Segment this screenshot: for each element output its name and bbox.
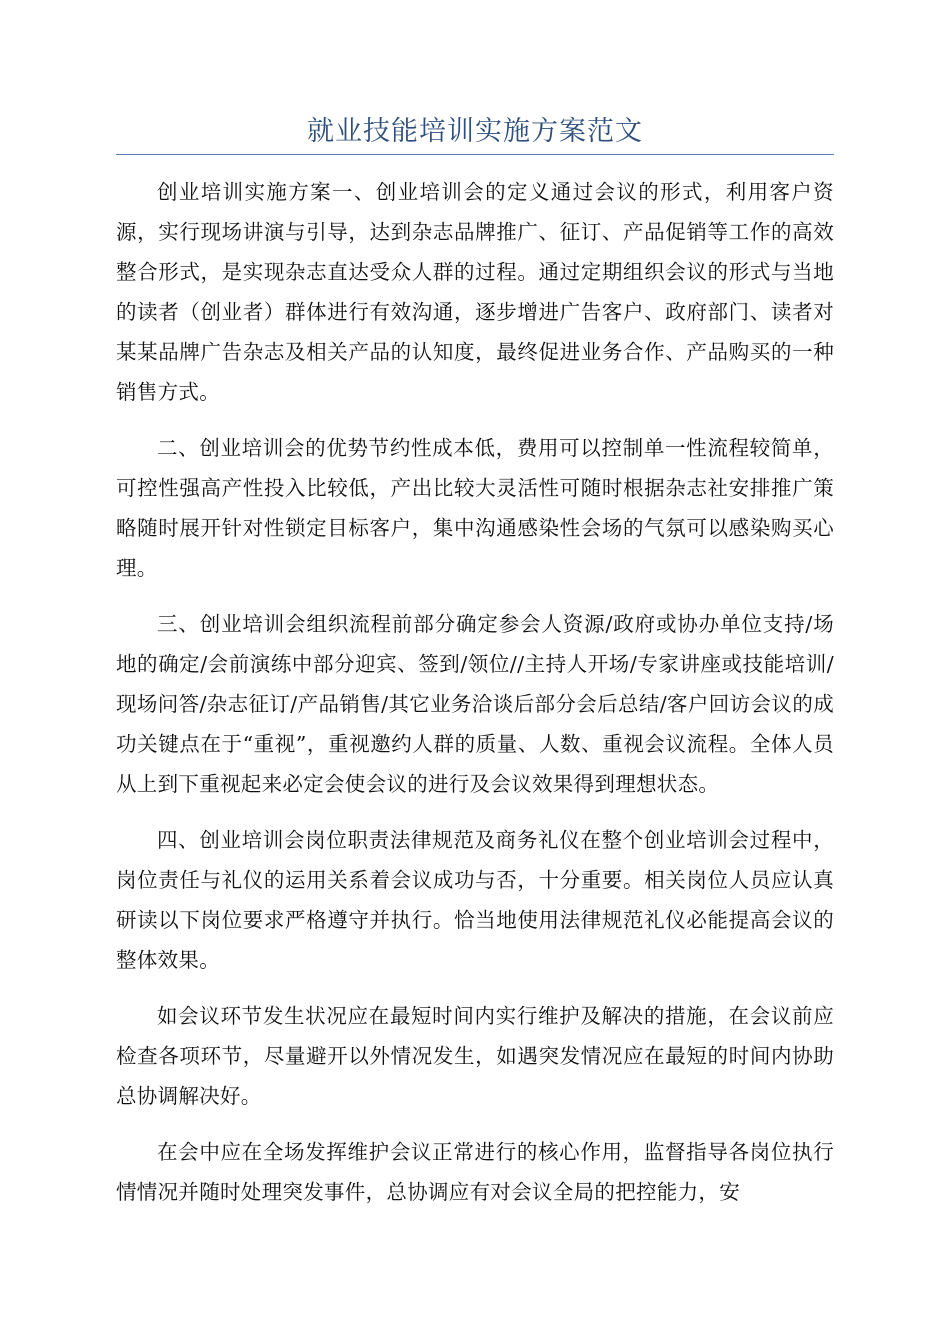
- paragraph-4: 四、创业培训会岗位职责法律规范及商务礼仪在整个创业培训会过程中，岗位责任与礼仪的运用关系着会议成功与否，十分重要。相关岗位人员应认真研读以下岗位要求严格遵守并执行。恰当地使用法律规范礼仪必能提高会议的整体效果。: [116, 828, 834, 972]
- paragraph-5: 如会议环节发生状况应在最短时间内实行维护及解决的措施，在会议前应检查各项环节，尽量避开以外情况发生，如遇突发情况应在最短的时间内协助总协调解决好。: [116, 1004, 834, 1108]
- document-title: 就业技能培训实施方案范文: [307, 116, 643, 147]
- paragraph-2: 二、创业培训会的优势节约性成本低，费用可以控制单一性流程较简单，可控性强高产性投入比较低，产出比较大灵活性可随时根据杂志社安排推广策略随时展开针对性锁定目标客户，集中沟通感染性会场的气氛可以感染购买心理。: [116, 436, 834, 580]
- document-body: [116, 172, 834, 1228]
- paragraph-6: 在会中应在全场发挥维护会议正常进行的核心作用，监督指导各岗位执行情情况并随时处理突发事件，总协调应有对会议全局的把控能力，安: [116, 1140, 834, 1204]
- paragraph-3: 三、创业培训会组织流程前部分确定参会人资源/政府或协办单位支持/场地的确定/会前演练中部分迎宾、签到/领位//主持人开场/专家讲座或技能培训/现场问答/杂志征订/产品销售/其它业务洽谈后部分会后总结/客户回访会议的成功关键点在于“重视”，重视邀约人群的质量、人数、重视会议流程。全体人员从上到下重视起来必定会使会议的进行及会议效果得到理想状态。: [116, 612, 834, 796]
- title-underline: [116, 154, 834, 155]
- paragraph-1: 创业培训实施方案一、创业培训会的定义通过会议的形式，利用客户资源，实行现场讲演与引导，达到杂志品牌推广、征订、产品促销等工作的高效整合形式，是实现杂志直达受众人群的过程。通过定期组织会议的形式与当地的读者（创业者）群体进行有效沟通，逐步增进广告客户、政府部门、读者对某某品牌广告杂志及相关产品的认知度，最终促进业务合作、产品购买的一种销售方式。: [116, 180, 834, 404]
